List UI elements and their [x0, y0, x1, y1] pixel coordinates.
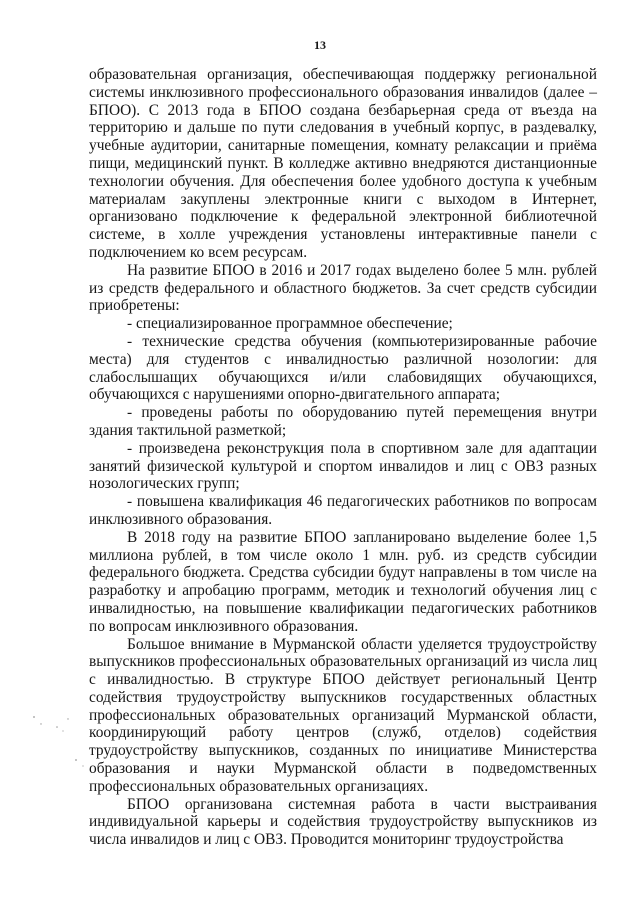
paragraph: БПОО организована системная работа в части выстраивания индивидуальной карьеры и содействия трудоустройству выпускников из числа инвалидов и лиц с ОВЗ. Проводится мониторинг трудоустройства [89, 795, 597, 849]
list-item: - проведены работы по оборудованию путей перемещения внутри здания тактильной разметкой; [89, 404, 597, 439]
paragraph: Большое внимание в Мурманской области уделяется трудоустройству выпускников профессиональных образовательных организаций из числа лиц с инвалидностью. В структуре БПОО действует региональный Центр содействия трудоустройству выпускников государственных областных профессиональных образовательных организаций Мурманской области, координирующий работу центров (служб, отделов) содействия трудоустройству выпускников, созданных по инициативе Министерства образования и науки Мурманской области в подведомственных профессиональных образовательных организациях. [89, 635, 597, 795]
document-body [89, 66, 597, 849]
list-item: - произведена реконструкция пола в спортивном зале для адаптации занятий физической культурой и спортом инвалидов и лиц с ОВЗ разных нозологических групп; [89, 439, 597, 493]
paragraph: На развитие БПОО в 2016 и 2017 годах выделено более 5 млн. рублей из средств федерального и областного бюджетов. За счет средств субсидии приобретены: [89, 261, 597, 315]
list-item: - специализированное программное обеспечение; [127, 315, 453, 333]
list-item: - технические средства обучения (компьютеризированные рабочие места) для студентов с инвалидностью различной нозологии: для слабослышащих обучающихся и/или слабовидящих обучающихся, обучающихся с нарушениями опорно-двигательного аппарата; [89, 332, 597, 404]
page-number: 13 [314, 38, 326, 52]
paragraph: образовательная организация, обеспечивающая поддержку региональной системы инклюзивного профессионального образования инвалидов (далее – БПОО). С 2013 года в БПОО создана безбарьерная среда от въезда на территорию и дальше по пути следования в учебный корпус, в раздевалку, учебные аудитории, санитарные помещения, комнату релаксации и приёма пищи, медицинский пункт. В колледже активно внедряются дистанционные технологии обучения. Для обеспечения более удобного доступа к учебным материалам закуплены электронные книги с выходом в Интернет, организовано подключение к федеральной электронной библиотечной системе, в холле учреждения установлены интерактивные панели с подключением ко всем ресурсам. [89, 66, 597, 261]
list-item: - повышена квалификация 46 педагогических работников по вопросам инклюзивного образования. [89, 493, 597, 528]
paragraph: В 2018 году на развитие БПОО запланировано выделение более 1,5 миллиона рублей, в том числе около 1 млн. руб. из средств субсидии федерального бюджета. Средства субсидии будут направлены в том числе на разработку и апробацию программ, методик и технологий обучения лиц с инвалидностью, на повышение квалификации педагогических работников по вопросам инклюзивного образования. [89, 528, 597, 635]
